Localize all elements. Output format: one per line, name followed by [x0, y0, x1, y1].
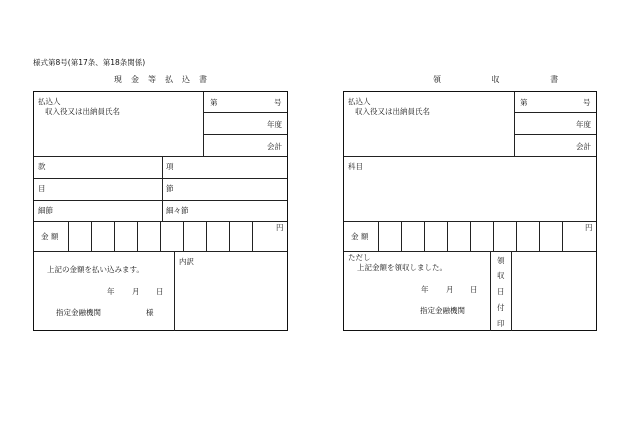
nendo-label: 年度	[267, 120, 282, 129]
payer-label: 払込人	[38, 97, 61, 106]
stamp-char-2: 収	[497, 271, 505, 280]
date-day-label: 日	[156, 287, 164, 296]
stamp-char-5: 印	[497, 319, 505, 328]
stamp-char-3: 日	[497, 287, 505, 296]
receipt-dai-label: 第	[520, 98, 528, 107]
date-month-label: 月	[132, 287, 140, 296]
kaikei-label: 会計	[267, 142, 282, 151]
receipt-statement: 上記金額を領収しました。	[357, 263, 447, 272]
sama-label: 様	[146, 308, 154, 317]
kan-label: 款	[38, 162, 46, 171]
yen-label: 円	[276, 223, 284, 232]
receipt-form	[343, 91, 597, 331]
stamp-char-4: 付	[497, 303, 505, 312]
setsu-label: 節	[166, 184, 174, 193]
bank-label: 指定金融機関	[56, 308, 101, 317]
receipt-bank-label: 指定金融機関	[420, 306, 465, 315]
dai-label: 第	[210, 98, 218, 107]
receipt-kaikei-label: 会計	[576, 142, 591, 151]
amount-label: 金 額	[41, 232, 59, 241]
stamp-char-1: 領	[497, 256, 505, 265]
receipt-payer-sub-label: 収入役又は出納員氏名	[355, 107, 430, 116]
saisetsu-label: 細節	[38, 206, 53, 215]
payment-slip-form	[33, 91, 288, 331]
receipt-date-day-label: 日	[470, 285, 478, 294]
receipt-amount-label: 金 額	[351, 232, 369, 241]
receipt-yen-label: 円	[585, 223, 593, 232]
saisaisetsu-label: 細々節	[166, 206, 189, 215]
receipt-go-label: 号	[583, 98, 591, 107]
receipt-payer-label: 払込人	[348, 97, 371, 106]
receipt-date-month-label: 月	[446, 285, 454, 294]
moku-label: 目	[38, 184, 46, 193]
left-form-title: 現金等払込書	[114, 75, 216, 84]
receipt-nendo-label: 年度	[576, 120, 591, 129]
tadashi-label: ただし	[348, 253, 371, 262]
right-form-title: 領 収 書	[433, 75, 583, 84]
date-year-label: 年	[107, 287, 115, 296]
details-label: 内訳	[179, 257, 194, 266]
payment-statement: 上記の金額を払い込みます。	[47, 265, 144, 274]
kamoku-label: 科目	[348, 162, 363, 171]
payer-sub-label: 収入役又は出納員氏名	[45, 107, 120, 116]
receipt-date-year-label: 年	[421, 285, 429, 294]
kou-label: 項	[166, 162, 174, 171]
go-label: 号	[274, 98, 282, 107]
form-number: 様式第8号(第17条、第18条関係)	[33, 58, 146, 67]
